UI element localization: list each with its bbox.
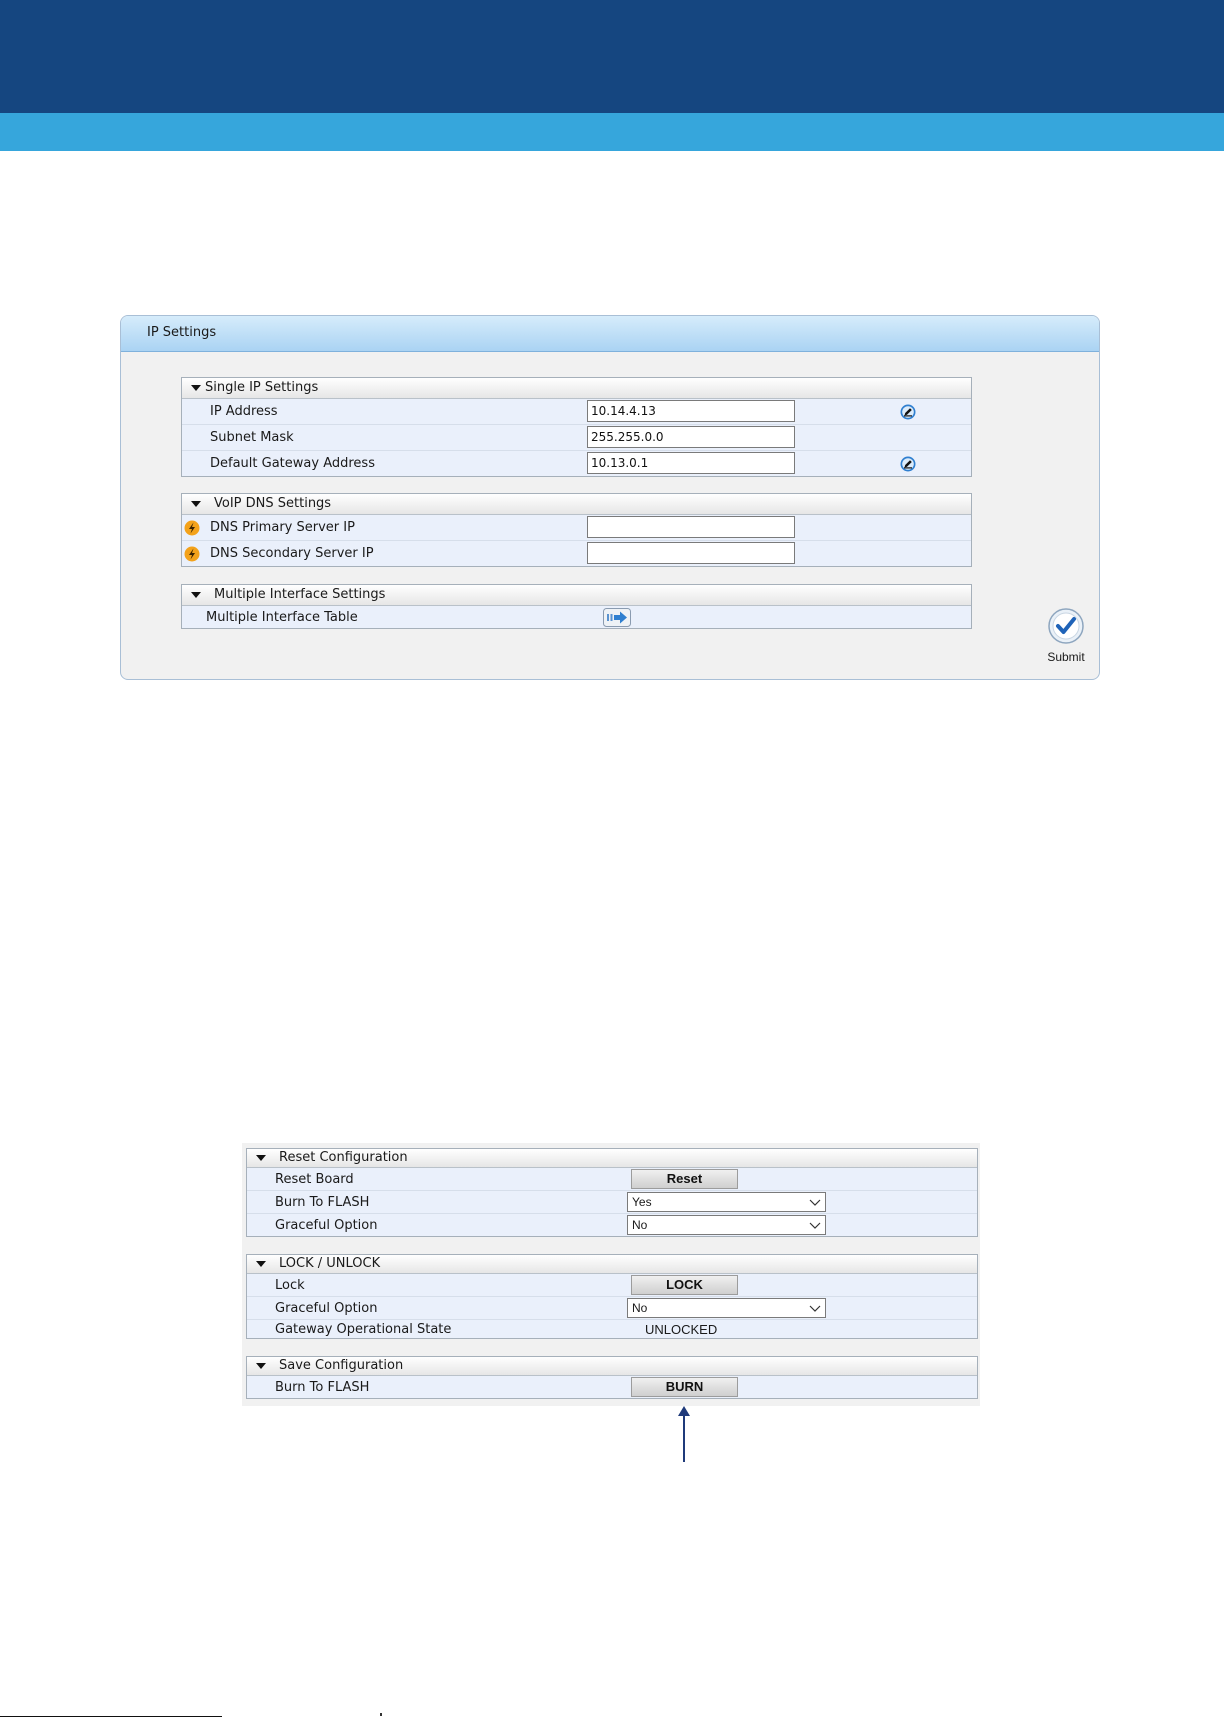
gateway-operational-state-value: UNLOCKED: [645, 1322, 718, 1337]
default-gateway-row: [182, 451, 971, 476]
default-gateway-label: Default Gateway Address: [210, 456, 375, 471]
single-ip-settings-group: [181, 377, 972, 477]
multiple-interface-settings-group: [181, 584, 972, 629]
reset-configuration-header[interactable]: [247, 1149, 977, 1168]
maintenance-panel: [242, 1143, 980, 1406]
collapse-triangle-icon[interactable]: [191, 592, 201, 598]
save-configuration-group: [246, 1356, 978, 1399]
burn-to-flash-label: Burn To FLASH: [275, 1195, 370, 1210]
lock-graceful-option-select[interactable]: [627, 1298, 826, 1318]
save-burn-to-flash-row: [247, 1376, 977, 1398]
footer-mark: [380, 1713, 382, 1716]
subnet-mask-row: [182, 425, 971, 451]
reset-board-label: Reset Board: [275, 1172, 354, 1187]
reset-configuration-group: [246, 1148, 978, 1237]
submit-label: Submit: [1047, 650, 1085, 664]
multiple-interface-table-label: Multiple Interface Table: [206, 610, 358, 625]
header-banner-dark: [0, 0, 1226, 113]
reset-board-row: [247, 1168, 977, 1191]
lock-graceful-option-row: [247, 1297, 977, 1320]
gateway-operational-state-label: Gateway Operational State: [275, 1322, 452, 1337]
group-heading: Multiple Interface Settings: [214, 587, 386, 602]
group-heading: Single IP Settings: [205, 380, 319, 395]
bolt-icon: [184, 546, 200, 566]
multiple-interface-table-row: [182, 606, 971, 628]
chevron-down-icon[interactable]: [809, 1218, 821, 1236]
chevron-down-icon[interactable]: [809, 1195, 821, 1213]
edit-icon[interactable]: [900, 404, 916, 424]
reset-graceful-option-row: [247, 1214, 977, 1236]
submit-check-icon[interactable]: [1046, 608, 1086, 648]
dns-primary-row: [182, 515, 971, 541]
voip-dns-settings-header[interactable]: [182, 494, 971, 515]
select-value: No: [632, 1301, 648, 1315]
panel-title: IP Settings: [147, 325, 217, 340]
lock-label: Lock: [275, 1278, 305, 1293]
callout-arrow-line: [683, 1412, 685, 1462]
collapse-triangle-icon[interactable]: [256, 1363, 266, 1369]
ip-address-row: [182, 399, 971, 425]
group-heading: LOCK / UNLOCK: [279, 1256, 381, 1271]
collapse-triangle-icon[interactable]: [191, 501, 201, 507]
panel-title-bar: [121, 316, 1099, 352]
header-banner-light: [0, 113, 1226, 151]
dns-secondary-input[interactable]: [587, 542, 795, 564]
dns-secondary-label: DNS Secondary Server IP: [210, 546, 374, 561]
bolt-icon: [184, 520, 200, 540]
graceful-option-label: Graceful Option: [275, 1301, 378, 1316]
dns-primary-label: DNS Primary Server IP: [210, 520, 355, 535]
multiple-interface-settings-header[interactable]: [182, 585, 971, 606]
default-gateway-input[interactable]: [587, 452, 795, 474]
group-heading: Save Configuration: [279, 1358, 404, 1373]
table-nav-icon[interactable]: [603, 608, 631, 631]
collapse-triangle-icon[interactable]: [256, 1261, 266, 1267]
lock-row: [247, 1274, 977, 1297]
lock-button[interactable]: LOCK: [631, 1275, 738, 1295]
lock-unlock-group: [246, 1254, 978, 1339]
subnet-mask-input[interactable]: [587, 426, 795, 448]
select-value: No: [632, 1218, 648, 1232]
dns-secondary-row: [182, 541, 971, 566]
group-heading: Reset Configuration: [279, 1150, 408, 1165]
ip-settings-panel: [120, 315, 1100, 680]
graceful-option-select[interactable]: [627, 1215, 826, 1235]
single-ip-settings-header[interactable]: [182, 378, 971, 399]
gateway-operational-state-row: [247, 1320, 977, 1338]
footer-divider: [0, 1716, 222, 1717]
lock-unlock-header[interactable]: [247, 1255, 977, 1274]
voip-dns-settings-group: [181, 493, 972, 567]
reset-button[interactable]: Reset: [631, 1169, 738, 1189]
reset-burn-to-flash-row: [247, 1191, 977, 1214]
save-configuration-header[interactable]: [247, 1357, 977, 1376]
group-heading: VoIP DNS Settings: [214, 496, 332, 511]
dns-primary-input[interactable]: [587, 516, 795, 538]
select-value: Yes: [632, 1195, 652, 1209]
burn-to-flash-label: Burn To FLASH: [275, 1380, 370, 1395]
burn-to-flash-select[interactable]: [627, 1192, 826, 1212]
edit-icon[interactable]: [900, 456, 916, 476]
ip-address-label: IP Address: [210, 404, 278, 419]
ip-address-input[interactable]: [587, 400, 795, 422]
collapse-triangle-icon[interactable]: [256, 1155, 266, 1161]
subnet-mask-label: Subnet Mask: [210, 430, 294, 445]
chevron-down-icon[interactable]: [809, 1301, 821, 1319]
burn-button[interactable]: BURN: [631, 1377, 738, 1397]
collapse-triangle-icon[interactable]: [191, 385, 201, 391]
graceful-option-label: Graceful Option: [275, 1218, 378, 1233]
submit-button[interactable]: [1046, 608, 1086, 664]
